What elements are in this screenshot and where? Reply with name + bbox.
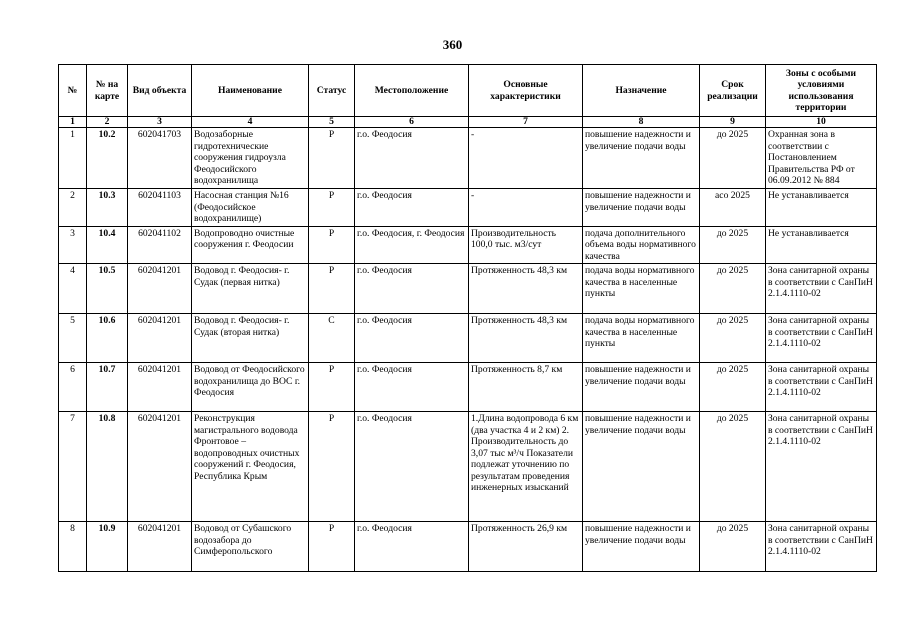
header-cell-location: Местоположение — [355, 65, 469, 117]
page-number: 360 — [442, 37, 463, 52]
cell-object-type: 602041201 — [128, 363, 192, 412]
cell-zone: Не устанавливается — [766, 226, 877, 264]
cell-location: г.о. Феодосия — [355, 522, 469, 572]
column-number: 3 — [128, 117, 192, 128]
cell-no: 8 — [59, 522, 87, 572]
cell-purpose: повышение надежности и увеличение подачи воды — [583, 412, 700, 522]
cell-no: 5 — [59, 314, 87, 363]
cell-status: Р — [309, 412, 355, 522]
table-body — [59, 128, 877, 572]
cell-purpose: подача дополнительного объема воды нормативного качества — [583, 226, 700, 264]
cell-name: Водовод г. Феодосия- г. Судак (первая нитка) — [192, 264, 309, 314]
cell-name: Реконструкция магистрального водовода Фронтовое – водопроводных очистных сооружений г. Феодосия, Республика Крым — [192, 412, 309, 522]
cell-purpose: повышение надежности и увеличение подачи воды — [583, 522, 700, 572]
table-row — [59, 363, 877, 412]
cell-status: Р — [309, 522, 355, 572]
cell-characteristics: - — [469, 128, 583, 189]
cell-map-number: 10.6 — [87, 314, 128, 363]
table-row — [59, 128, 877, 189]
cell-term: до 2025 — [700, 412, 766, 522]
column-number: 5 — [309, 117, 355, 128]
cell-purpose: повышение надежности и увеличение подачи воды — [583, 189, 700, 227]
cell-map-number: 10.7 — [87, 363, 128, 412]
cell-term: до 2025 — [700, 522, 766, 572]
cell-characteristics: Протяженность 8,7 км — [469, 363, 583, 412]
cell-zone: Зона санитарной охраны в соответствии с СанПиН 2.1.4.1110-02 — [766, 412, 877, 522]
cell-map-number: 10.9 — [87, 522, 128, 572]
registry-table — [58, 64, 877, 572]
table-row — [59, 412, 877, 522]
cell-status: С — [309, 314, 355, 363]
header-cell-name: Наименование — [192, 65, 309, 117]
cell-no: 2 — [59, 189, 87, 227]
header-row — [59, 65, 877, 117]
cell-term: асо 2025 — [700, 189, 766, 227]
column-number: 4 — [192, 117, 309, 128]
header-cell-object-type: Вид объекта — [128, 65, 192, 117]
cell-status: Р — [309, 128, 355, 189]
column-number: 9 — [700, 117, 766, 128]
header-cell-no: № — [59, 65, 87, 117]
cell-term: до 2025 — [700, 128, 766, 189]
header-cell-term: Срок реализации — [700, 65, 766, 117]
cell-purpose: подача воды нормативного качества в населенные пункты — [583, 314, 700, 363]
cell-location: г.о. Феодосия — [355, 189, 469, 227]
cell-characteristics: 1.Длина водопровода 6 км (два участка 4 и 2 км) 2. Производительность до 3,07 тыс м³/ч Показатели подлежат уточнению по результатам проведения инженерных изысканий — [469, 412, 583, 522]
cell-name: Насосная станция №16 (Феодосийское водохранилище) — [192, 189, 309, 227]
header-cell-status: Статус — [309, 65, 355, 117]
table-row — [59, 189, 877, 227]
cell-name: Водовод от Феодосийского водохранилища до ВОС г. Феодосия — [192, 363, 309, 412]
cell-location: г.о. Феодосия — [355, 128, 469, 189]
cell-purpose: повышение надежности и увеличение подачи воды — [583, 128, 700, 189]
cell-location: г.о. Феодосия — [355, 264, 469, 314]
cell-object-type: 602041201 — [128, 314, 192, 363]
cell-no: 6 — [59, 363, 87, 412]
cell-location: г.о. Феодосия — [355, 314, 469, 363]
column-number: 7 — [469, 117, 583, 128]
cell-object-type: 602041201 — [128, 264, 192, 314]
cell-characteristics: Производительность 100,0 тыс. м3/сут — [469, 226, 583, 264]
cell-object-type: 602041102 — [128, 226, 192, 264]
cell-name: Водозаборные гидротехнические сооружения гидроузла Феодосийского водохранилища — [192, 128, 309, 189]
cell-map-number: 10.3 — [87, 189, 128, 227]
cell-term: до 2025 — [700, 264, 766, 314]
column-number: 8 — [583, 117, 700, 128]
cell-object-type: 602041703 — [128, 128, 192, 189]
column-number: 6 — [355, 117, 469, 128]
cell-map-number: 10.5 — [87, 264, 128, 314]
column-number: 10 — [766, 117, 877, 128]
cell-zone: Зона санитарной охраны в соответствии с СанПиН 2.1.4.1110-02 — [766, 522, 877, 572]
column-number-row — [59, 117, 877, 128]
cell-zone: Зона санитарной охраны в соответствии с СанПиН 2.1.4.1110-02 — [766, 264, 877, 314]
cell-status: Р — [309, 189, 355, 227]
cell-characteristics: Протяженность 48,3 км — [469, 314, 583, 363]
column-number: 1 — [59, 117, 87, 128]
cell-no: 1 — [59, 128, 87, 189]
table-row — [59, 226, 877, 264]
cell-no: 4 — [59, 264, 87, 314]
table-row — [59, 522, 877, 572]
header-cell-characteristics: Основные характеристики — [469, 65, 583, 117]
header-cell-purpose: Назначение — [583, 65, 700, 117]
cell-status: Р — [309, 226, 355, 264]
cell-characteristics: Протяженность 48,3 км — [469, 264, 583, 314]
cell-map-number: 10.2 — [87, 128, 128, 189]
cell-zone: Зона санитарной охраны в соответствии с СанПиН 2.1.4.1110-02 — [766, 314, 877, 363]
cell-object-type: 602041103 — [128, 189, 192, 227]
cell-zone: Зона санитарной охраны в соответствии с СанПиН 2.1.4.1110-02 — [766, 363, 877, 412]
cell-term: до 2025 — [700, 314, 766, 363]
cell-zone: Охранная зона в соответствии с Постановлением Правительства РФ от 06.09.2012 № 884 — [766, 128, 877, 189]
column-number: 2 — [87, 117, 128, 128]
cell-purpose: подача воды нормативного качества в населенные пункты — [583, 264, 700, 314]
cell-location: г.о. Феодосия — [355, 412, 469, 522]
cell-no: 3 — [59, 226, 87, 264]
table-row — [59, 314, 877, 363]
cell-name: Водовод от Субашского водозабора до Симферопольского — [192, 522, 309, 572]
cell-zone: Не устанавливается — [766, 189, 877, 227]
header-cell-map-number: № на карте — [87, 65, 128, 117]
cell-map-number: 10.8 — [87, 412, 128, 522]
cell-term: до 2025 — [700, 363, 766, 412]
cell-purpose: повышение надежности и увеличение подачи воды — [583, 363, 700, 412]
cell-characteristics: Протяженность 26,9 км — [469, 522, 583, 572]
cell-status: Р — [309, 264, 355, 314]
cell-name: Водовод г. Феодосия- г. Судак (вторая нитка) — [192, 314, 309, 363]
cell-object-type: 602041201 — [128, 412, 192, 522]
table-row — [59, 264, 877, 314]
cell-map-number: 10.4 — [87, 226, 128, 264]
cell-location: г.о. Феодосия, г. Феодосия — [355, 226, 469, 264]
header-cell-zones: Зоны с особыми условиями использования территории — [766, 65, 877, 117]
cell-object-type: 602041201 — [128, 522, 192, 572]
cell-no: 7 — [59, 412, 87, 522]
cell-characteristics: - — [469, 189, 583, 227]
cell-status: Р — [309, 363, 355, 412]
cell-location: г.о. Феодосия — [355, 363, 469, 412]
cell-name: Водопроводно очистные сооружения г. Феодосии — [192, 226, 309, 264]
cell-term: до 2025 — [700, 226, 766, 264]
table-header — [59, 65, 877, 128]
